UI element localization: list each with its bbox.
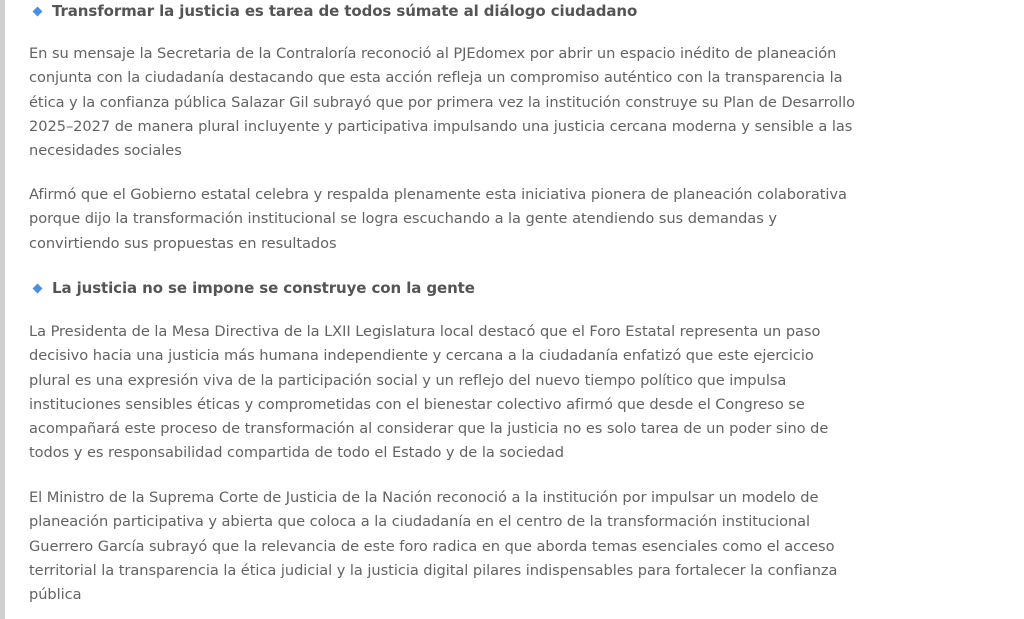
section-heading-1 bbox=[29, 0, 637, 22]
paragraph-line: planeación participativa y abierta que coloca a la ciudadanía en el centro de la transformación institucional bbox=[29, 513, 811, 531]
paragraph-1 bbox=[29, 42, 855, 163]
paragraph-line: porque dijo la transformación institucional se logra escuchando a la gente atendiendo sus demandas y bbox=[29, 210, 777, 228]
paragraph-line: Guerrero García subrayó que la relevancia de este foro radica en que aborda temas esenciales como el acceso bbox=[29, 537, 835, 555]
paragraph-line: territorial la transparencia la ética judicial y la justicia digital pilares indispensables para fortalecer la confianza bbox=[29, 561, 838, 579]
paragraph-line: necesidades sociales bbox=[29, 142, 182, 160]
diamond-bullet-icon bbox=[33, 283, 43, 293]
section-heading-2 bbox=[29, 277, 475, 299]
paragraph-line: acompañará este proceso de transformación al considerar que la justicia no es solo tarea de un poder sino de bbox=[29, 420, 829, 438]
paragraph-line: ética y la confianza pública Salazar Gil subrayó que por primera vez la institución construye su Plan de Desarrollo bbox=[29, 93, 856, 111]
paragraph-line: plural es una expresión viva de la participación social y un reflejo del nuevo tiempo político que impulsa bbox=[29, 371, 787, 389]
paragraph-line: todos y es responsabilidad compartida de todo el Estado y de la sociedad bbox=[29, 444, 564, 462]
paragraph-3 bbox=[29, 320, 828, 466]
section-heading-2-text: La justicia no se impone se construye con la gente bbox=[52, 279, 475, 297]
paragraph-line: convirtiendo sus propuestas en resultados bbox=[29, 234, 337, 252]
paragraph-line: El Ministro de la Suprema Corte de Justicia de la Nación reconoció a la institución por impulsar un modelo de bbox=[29, 489, 819, 506]
paragraph-line: Afirmó que el Gobierno estatal celebra y respalda plenamente esta iniciativa pionera de planeación colaborativa bbox=[29, 186, 847, 203]
section-heading-1-text: Transformar la justicia es tarea de todos súmate al diálogo ciudadano bbox=[52, 2, 638, 20]
paragraph-line: La Presidenta de la Mesa Directiva de la LXII Legislatura local destacó que el Foro Estatal representa un paso bbox=[29, 323, 821, 340]
paragraph-2 bbox=[29, 183, 847, 256]
paragraph-line: decisivo hacia una justicia más humana independiente y cercana a la ciudadanía enfatizó que este ejercicio bbox=[29, 347, 814, 365]
paragraph-line: 2025–2027 de manera plural incluyente y participativa impulsando una justicia cercana moderna y sensible a las bbox=[29, 117, 853, 135]
paragraph-line: instituciones sensibles éticas y comprometidas con el bienestar colectivo afirmó que desde el Congreso se bbox=[29, 395, 805, 413]
diamond-bullet-icon bbox=[33, 6, 43, 16]
left-border-rule bbox=[0, 0, 5, 619]
paragraph-line: En su mensaje la Secretaria de la Contraloría reconoció al PJEdomex por abrir un espacio inédito de planeación bbox=[29, 45, 837, 62]
paragraph-line: pública bbox=[29, 586, 82, 604]
paragraph-line: conjunta con la ciudadanía destacando que esta acción refleja un compromiso auténtico con la transparencia la bbox=[29, 69, 843, 87]
paragraph-4 bbox=[29, 486, 837, 607]
